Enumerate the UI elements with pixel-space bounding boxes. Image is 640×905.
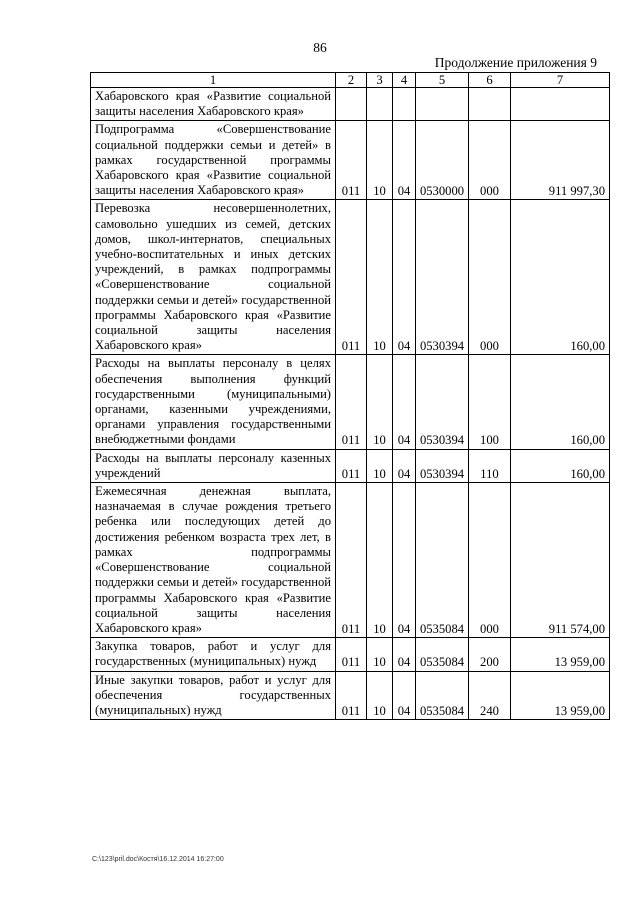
table-row <box>91 483 610 638</box>
cell-ministry-code: 011 <box>336 355 367 449</box>
cell-target-article: 0530394 <box>416 449 469 482</box>
table-row <box>91 121 610 200</box>
cell-subsection <box>393 88 416 121</box>
cell-expense-type: 240 <box>469 671 511 720</box>
cell-expense-type <box>469 88 511 121</box>
cell-target-article: 0535084 <box>416 638 469 671</box>
file-path-footer: C:\123\pril.doc\Костя\16.12.2014 16:27:00 <box>92 856 224 863</box>
table-row <box>91 88 610 121</box>
cell-section <box>367 88 393 121</box>
cell-amount: 13 959,00 <box>511 638 610 671</box>
cell-section: 10 <box>367 449 393 482</box>
table-row <box>91 200 610 355</box>
row-description: Ежемесячная денежная выплата, назначаемая в случае рождения третьего ребенка или последующих детей до достижения ребенком возраста трех лет, в рамках подпрограммы «Совершенствование социальной поддержки семьи и детей» государственной программы Хабаровского края «Развитие социальной защиты населения Хабаровского края» <box>91 483 336 638</box>
cell-amount: 911 997,30 <box>511 121 610 200</box>
cell-section: 10 <box>367 638 393 671</box>
table-row <box>91 638 610 671</box>
page-number: 86 <box>313 40 327 55</box>
cell-ministry-code: 011 <box>336 200 367 355</box>
cell-ministry-code: 011 <box>336 483 367 638</box>
cell-subsection: 04 <box>393 483 416 638</box>
cell-amount: 160,00 <box>511 449 610 482</box>
cell-ministry-code <box>336 88 367 121</box>
cell-subsection: 04 <box>393 671 416 720</box>
cell-subsection: 04 <box>393 200 416 355</box>
cell-amount <box>511 88 610 121</box>
row-description: Расходы на выплаты персоналу в целях обеспечения выполнения функций государственными (муниципальными) органами, казенными учреждениями, органами управления государственными внебюджетными фондами <box>91 355 336 449</box>
cell-expense-type: 110 <box>469 449 511 482</box>
budget-table <box>90 72 610 720</box>
cell-ministry-code: 011 <box>336 449 367 482</box>
header-cell: 3 <box>367 73 393 88</box>
row-description: Подпрограмма «Совершенствование социальной поддержки семьи и детей» в рамках государственной программы Хабаровского края «Развитие социальной защиты населения Хабаровского края» <box>91 121 336 200</box>
cell-ministry-code: 011 <box>336 121 367 200</box>
header-cell: 5 <box>416 73 469 88</box>
cell-target-article <box>416 88 469 121</box>
cell-ministry-code: 011 <box>336 671 367 720</box>
cell-section: 10 <box>367 200 393 355</box>
row-description: Перевозка несовершеннолетних, самовольно ушедших из семей, детских домов, школ-интернатов, специальных учебно-воспитательных и иных детских учреждений, в рамках подпрограммы «Совершенствование социальной поддержки семьи и детей» государственной программы Хабаровского края «Развитие социальной защиты населения Хабаровского края» <box>91 200 336 355</box>
cell-amount: 160,00 <box>511 355 610 449</box>
table-row <box>91 449 610 482</box>
cell-expense-type: 000 <box>469 483 511 638</box>
cell-target-article: 0530394 <box>416 200 469 355</box>
row-description: Расходы на выплаты персоналу казенных учреждений <box>91 449 336 482</box>
cell-subsection: 04 <box>393 638 416 671</box>
table-header-row <box>91 73 610 88</box>
cell-subsection: 04 <box>393 355 416 449</box>
header-cell: 2 <box>336 73 367 88</box>
row-description: Иные закупки товаров, работ и услуг для обеспечения государственных (муниципальных) нужд <box>91 671 336 720</box>
cell-target-article: 0535084 <box>416 671 469 720</box>
cell-amount: 911 574,00 <box>511 483 610 638</box>
header-cell: 4 <box>393 73 416 88</box>
cell-section: 10 <box>367 671 393 720</box>
cell-section: 10 <box>367 483 393 638</box>
cell-target-article: 0530000 <box>416 121 469 200</box>
table-row <box>91 355 610 449</box>
cell-target-article: 0530394 <box>416 355 469 449</box>
cell-subsection: 04 <box>393 121 416 200</box>
cell-ministry-code: 011 <box>336 638 367 671</box>
header-cell: 1 <box>91 73 336 88</box>
continuation-label: Продолжение приложения 9 <box>434 55 597 70</box>
cell-expense-type: 000 <box>469 200 511 355</box>
cell-section: 10 <box>367 355 393 449</box>
header-cell: 6 <box>469 73 511 88</box>
row-description: Хабаровского края «Развитие социальной защиты населения Хабаровского края» <box>91 88 336 121</box>
cell-amount: 13 959,00 <box>511 671 610 720</box>
cell-section: 10 <box>367 121 393 200</box>
cell-amount: 160,00 <box>511 200 610 355</box>
cell-target-article: 0535084 <box>416 483 469 638</box>
cell-expense-type: 100 <box>469 355 511 449</box>
cell-expense-type: 200 <box>469 638 511 671</box>
header-cell: 7 <box>511 73 610 88</box>
row-description: Закупка товаров, работ и услуг для государственных (муниципальных) нужд <box>91 638 336 671</box>
cell-subsection: 04 <box>393 449 416 482</box>
table-row <box>91 671 610 720</box>
cell-expense-type: 000 <box>469 121 511 200</box>
